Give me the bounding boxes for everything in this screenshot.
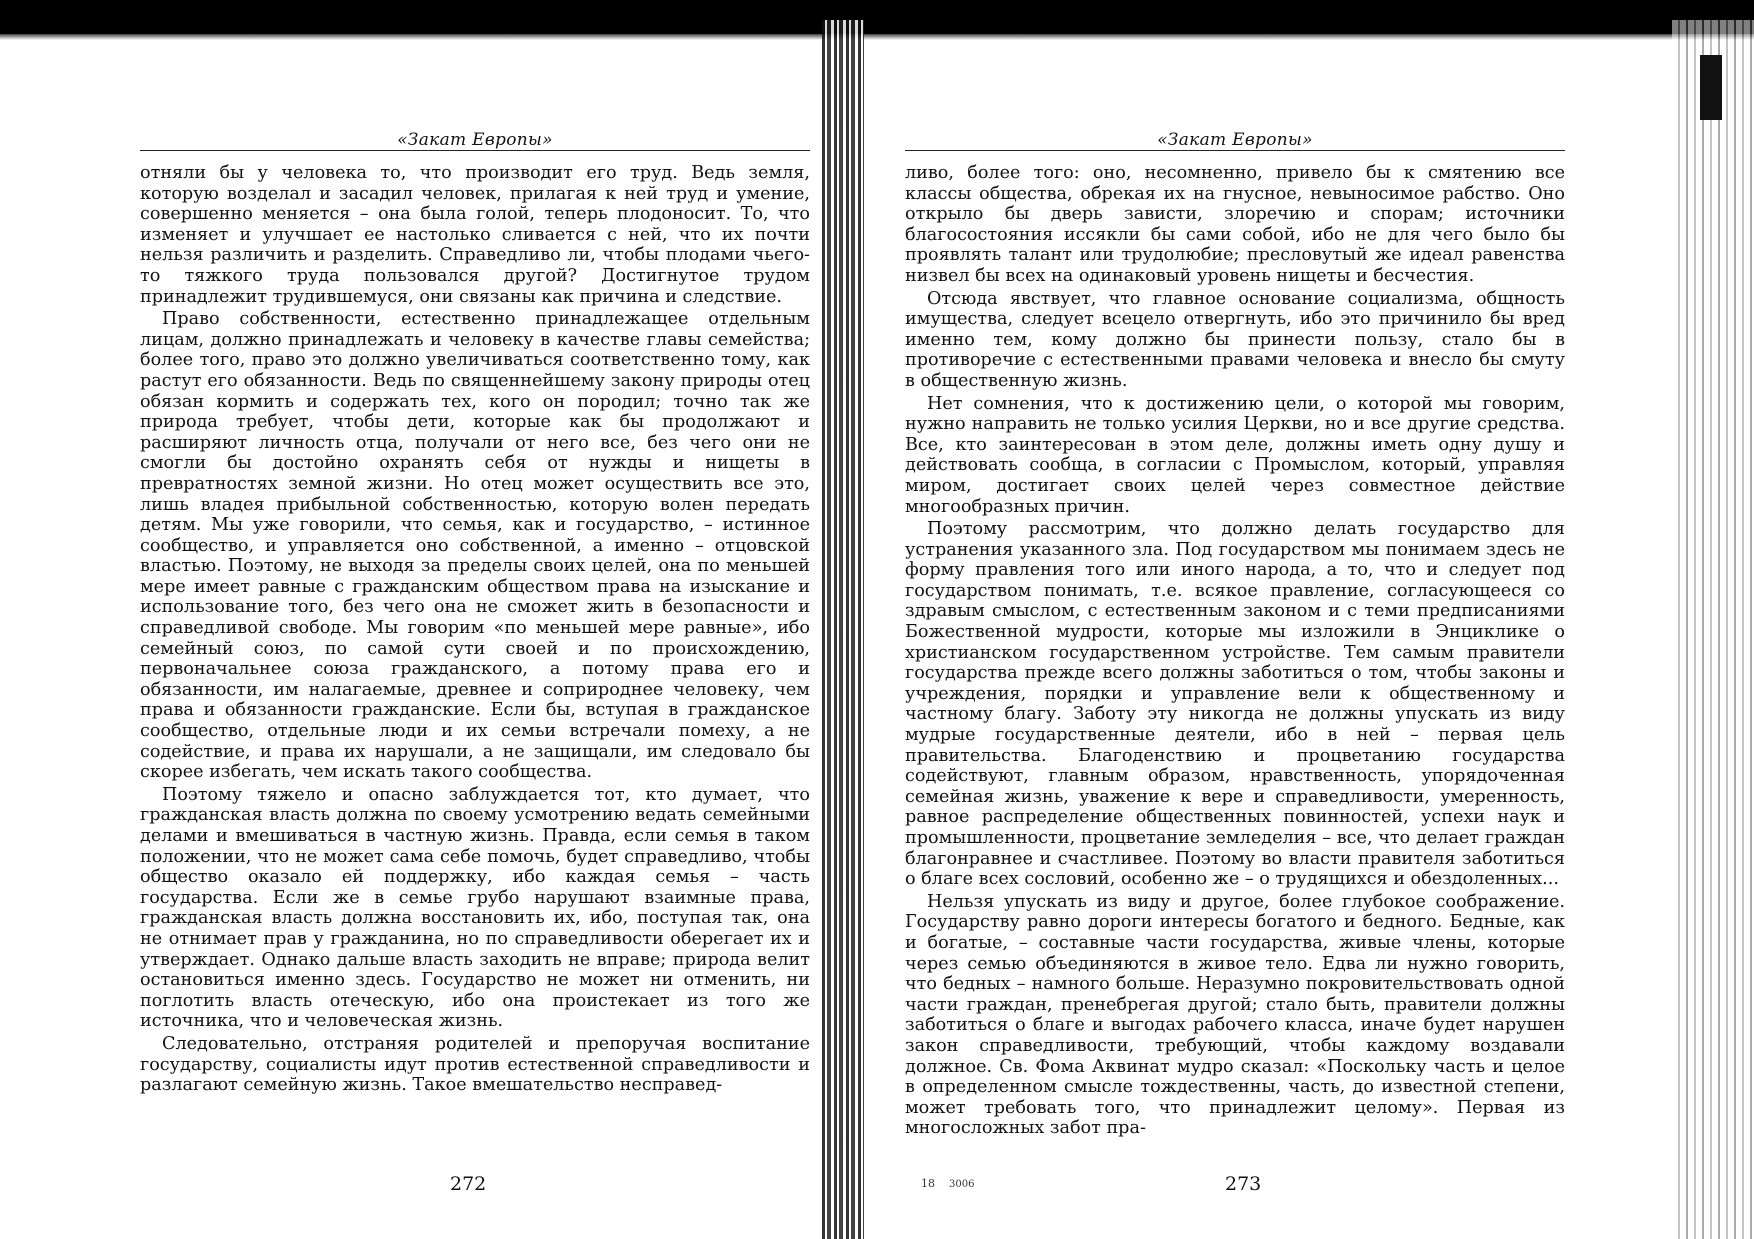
paragraph: Нельзя упускать из виду и другое, более глубокое соображение. Государству равно дороги интересы богатого и бедного. Бедные, как и богатые, – составные части государства, живые члены, которые через семью объединяются в живое тело. Едва ли нужно говорить, что бедных – намного больше. Неразумно покровительствовать одной части граждан, пренебрегая другой; стало быть, правители должны заботиться о благе и выгодах рабочего класса, иначе будет нарушен закон справедливости, требующий, чтобы каждому воздавали должное. Св. Фома Аквинат мудро сказал: «Поскольку часть и целое в определенном смысле тождественны, часть, до известной степени, может требовать того, что принадлежит целому». Первая из многосложных забот пра- bbox=[905, 891, 1565, 1139]
book-gutter-shadow bbox=[822, 20, 864, 1239]
right-page bbox=[905, 0, 1565, 1239]
page-number: 272 bbox=[450, 1173, 487, 1195]
scan-edge-mark bbox=[1700, 55, 1722, 120]
page-body bbox=[905, 163, 1565, 1139]
running-head: «Закат Европы» bbox=[397, 130, 553, 150]
book-page-edges bbox=[1672, 20, 1754, 1239]
paragraph: Поэтому рассмотрим, что должно делать государство для устранения указанного зла. Под государством мы понимаем здесь не форму правления того или иного народа, а то, что и следует под государством понимать, т.е. всякое правление, согласующееся со здравым смыслом, с естественным законом и с теми предписаниями Божественной мудрости, которые мы изложили в Энциклике о христианском государственном устройстве. Тем самым правители государства прежде всего должны заботиться о том, чтобы законы и учреждения, порядки и управление вели к общественному и частному благу. Заботу эту никогда не должны упускать из виду мудрые государственные деятели, ибо в ней – первая цель правительства. Благоденствию и процветанию государства содействуют, главным образом, нравственность, упорядоченная семейная жизнь, уважение к вере и справедливости, умеренность, равное распределение общественных повинностей, успехи наук и промышленности, процветание земледелия – все, что делает граждан благонравнее и счастливее. Поэтому во власти правителя заботиться о благе всех сословий, особенно же – о трудящихся и обездоленных... bbox=[905, 519, 1565, 890]
paragraph: Поэтому тяжело и опасно заблуждается тот, кто думает, что гражданская власть должна по своему усмотрению ведать семейными делами и вмешиваться в частную жизнь. Правда, если семья в таком положении, что не может сама себе помочь, будет справедливо, чтобы общество оказало ей поддержку, ибо каждая семья – часть государства. Если же в семье грубо нарушают взаимные права, гражданская власть должна восстановить их, ибо, поступая так, она не отнимает прав у гражданина, но по справедливости оберегает их и утверждает. Однако дальше власть заходить не вправе; природа велит остановиться именно здесь. Государство не может ни отменить, ни поглотить власть отеческую, ибо она проистекает из того же источника, что и человеческая жизнь. bbox=[140, 784, 810, 1032]
paragraph: Следовательно, отстраняя родителей и препоручая воспитание государству, социалисты идут против естественной справедливости и разлагают семейную жизнь. Такое вмешательство несправед- bbox=[140, 1033, 810, 1096]
page-number: 273 bbox=[1225, 1173, 1262, 1195]
page-body bbox=[140, 163, 810, 1096]
paragraph: Нет сомнения, что к достижению цели, о которой мы говорим, нужно направить не только усилия Церкви, но и все другие средства. Все, кто заинтересован в этом деле, должны иметь одну душу и действовать сообща, в согласии с Промыслом, который, управляя миром, достигает своих целей через совместное действие многообразных причин. bbox=[905, 393, 1565, 517]
left-page bbox=[140, 0, 810, 1239]
paragraph: Право собственности, естественно принадлежащее отдельным лицам, должно принадлежать и человеку в качестве главы семейства; более того, право это должно увеличиваться соответственно тому, как растут его обязанности. Ведь по священнейшему закону природы отец обязан кормить и содержать тех, кого он породил; точно так же природа требует, чтобы дети, которые как бы продолжают и расширяют личность отца, получали от него все, без чего они не смогли бы достойно охранять себя от нужды и нищеты в превратностях земной жизни. Но отец может осуществить все это, лишь владея прибыльной собственностью, которую волен передать детям. Мы уже говорили, что семья, как и государство, – истинное сообщество, и управляется оно собственной, а именно – отцовской властью. Поэтому, не выходя за пределы своих целей, она по меньшей мере имеет равные с гражданским обществом права на изыскание и использование того, без чего она не сможет жить в безопасности и справедливой свободе. Мы говорим «по меньшей мере равные», ибо семейный союз, по самой сути своей и по происхождению, первоначальнее союза гражданского, а потому права его и обязанности, им налагаемые, древнее и соприроднее человеку, чем права и обязанности гражданские. Если бы, вступая в гражданское сообщество, отдельные люди и их семьи встречали помеху, а не содействие, и права их нарушали, а не защищали, им следовало бы скорее избегать, чем искать такого сообщества. bbox=[140, 309, 810, 783]
paragraph: Отсюда явствует, что главное основание социализма, общность имущества, следует всецело отвергнуть, ибо это причинило бы вред именно тем, кому должно бы принести пользу, стало бы в противоречие с естественными правами человека и внесло бы смуту в общественную жизнь. bbox=[905, 288, 1565, 391]
running-head: «Закат Европы» bbox=[1157, 130, 1313, 150]
paragraph: ливо, более того: оно, несомненно, привело бы к смятению все классы общества, обрекая их на гнусное, невыносимое рабство. Оно открыло бы дверь зависти, злоречию и спорам; источники благосостояния иссякли бы сами собой, ибо не для чего было бы проявлять талант или трудолюбие; пресловутый же идеал равенства низвел бы всех на одинаковый уровень нищеты и бесчестия. bbox=[905, 163, 1565, 286]
header-rule bbox=[140, 150, 810, 151]
signature-code: 3006 bbox=[949, 1179, 975, 1190]
printer-signature bbox=[921, 1177, 974, 1190]
paragraph: отняли бы у человека то, что производит его труд. Ведь земля, которую возделал и засадил человек, прилагая к ней труд и умение, совершенно меняется – она была голой, теперь плодоносит. То, что изменяет и улучшает ее настолько сливается с ней, что их почти нельзя различить и разделить. Справедливо ли, чтобы плодами чьего-то тяжкого труда пользовался другой? Достигнутое трудом принадлежит трудившемуся, они связаны как причина и следствие. bbox=[140, 163, 810, 307]
header-rule bbox=[905, 150, 1565, 151]
signature-number: 18 bbox=[921, 1177, 935, 1190]
